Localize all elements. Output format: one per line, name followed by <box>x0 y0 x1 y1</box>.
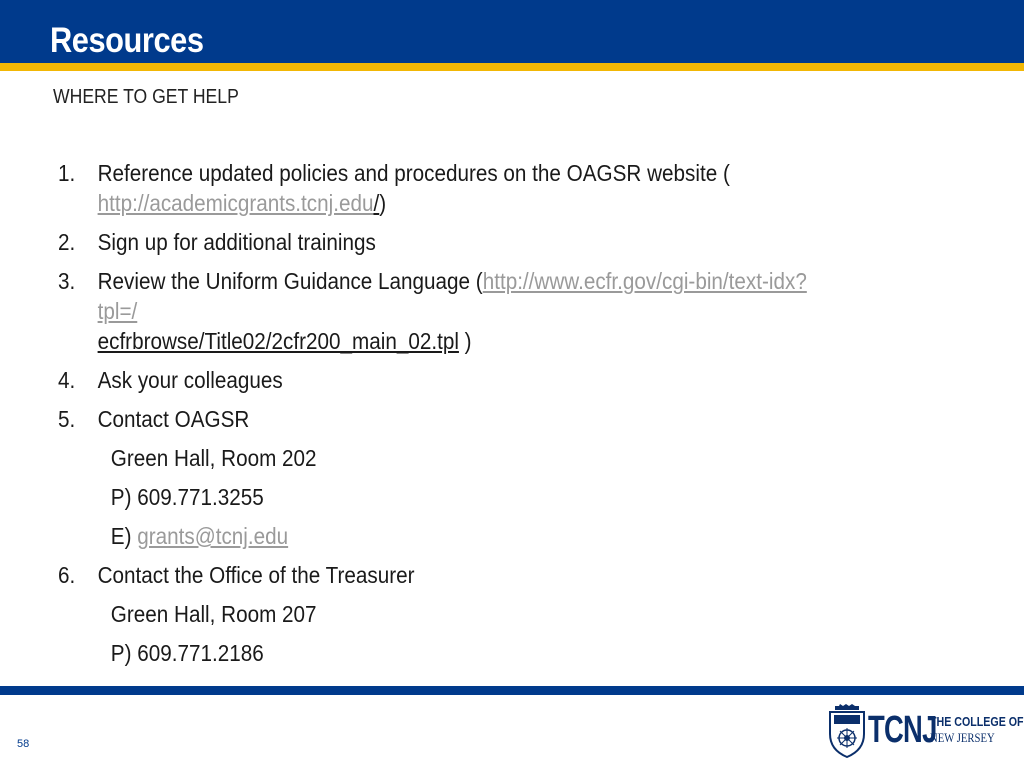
email-prefix: E) <box>110 523 138 549</box>
oagsr-phone: P) 609.771.3255 <box>110 484 264 510</box>
list-text: Contact OAGSR <box>97 406 250 432</box>
list-number: 2. <box>58 229 76 255</box>
list-item <box>58 227 815 257</box>
oagsr-location: Green Hall, Room 202 <box>110 445 317 471</box>
list-item <box>58 266 815 356</box>
treasurer-location: Green Hall, Room 207 <box>110 601 317 627</box>
list-text: Sign up for additional trainings <box>97 229 376 255</box>
list-item <box>58 365 815 395</box>
list-number: 6. <box>58 562 76 588</box>
logo-wordmark: TCNJ <box>868 709 937 751</box>
list-number: 1. <box>58 160 76 186</box>
list-text: Review the Uniform Guidance Language ( <box>97 268 483 294</box>
list-text: Reference updated policies and procedures on the OAGSR website ( <box>97 160 730 186</box>
logo-line1: THE COLLEGE OF <box>930 714 1024 729</box>
slide-subtitle: WHERE TO GET HELP <box>53 86 239 108</box>
list-item <box>58 404 815 434</box>
oagsr-email-link[interactable]: grants@tcnj.edu <box>137 523 289 549</box>
tcnj-logo <box>828 704 1024 758</box>
slide-title: Resources <box>50 21 204 60</box>
list-number: 3. <box>58 268 76 294</box>
list-text-close: ) <box>379 190 387 216</box>
ecfr-link-continued[interactable]: ecfrbrowse/Title02/2cfr200_main_02.tpl <box>97 328 459 354</box>
list-text: Ask your colleagues <box>97 367 283 393</box>
oagsr-email-row <box>58 521 815 551</box>
footer-bar <box>0 686 1024 695</box>
list-item <box>58 158 815 218</box>
treasurer-phone: P) 609.771.2186 <box>110 640 264 666</box>
header-stripe <box>0 63 1024 71</box>
tcnj-crest-icon <box>828 704 866 758</box>
list-number: 5. <box>58 406 76 432</box>
list-number: 4. <box>58 367 76 393</box>
list-text-close: ) <box>458 328 472 354</box>
page-number: 58 <box>17 738 30 750</box>
logo-line2: NEW JERSEY <box>930 730 995 745</box>
list-text: Contact the Office of the Treasurer <box>97 562 415 588</box>
link-slash[interactable]: / <box>373 190 380 216</box>
help-list <box>58 158 815 677</box>
list-item <box>58 560 815 590</box>
ecfr-link[interactable]: http://www.ecfr.gov/cgi-bin/text-idx?tpl=/ <box>97 268 807 324</box>
oagsr-website-link[interactable]: http://academicgrants.tcnj.edu <box>97 190 374 216</box>
